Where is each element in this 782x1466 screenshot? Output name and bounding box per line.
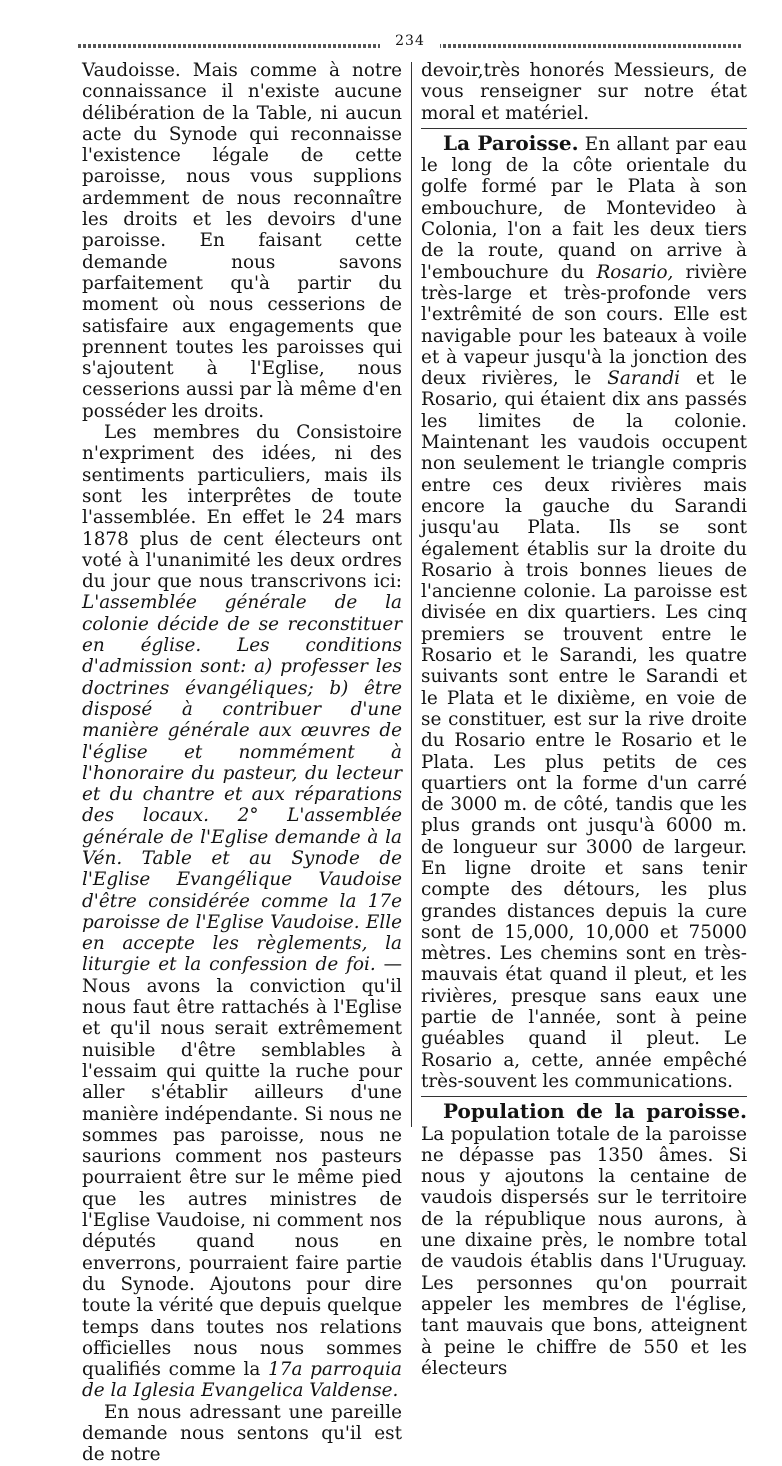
river-rosario: Rosario, — [596, 261, 674, 283]
right-paragraph-3 — [421, 1101, 747, 1379]
left-paragraph-1: Vaudoisse. Mais comme à notre connaissance il n'existe aucune délibération de la Table, ni aucun acte du Synode qui reconnaisse l'existence légale de cette paroisse, nous vous supplions ardemment de nous reconnaître les droits et les devoirs d'une paroisse. En faisant cette demande nous savons parfaitement qu'à partir du moment où nous cesserions de satisfaire aux engagements que prennent toutes les paroisses qui s'ajoutent à l'Eglise, nous cesserions aussi par là même d'en posséder les droits. — [82, 60, 402, 422]
section-divider-2 — [421, 1096, 747, 1097]
spanish-title: 17a parroquia de la Iglesia Evangelica Valdense. — [82, 1359, 402, 1402]
section-heading-paroisse: La Paroisse. — [443, 130, 579, 155]
right-paragraph-3-text: La population totale de la paroisse ne dépasse pas 1350 âmes. Si nous y ajoutons la centaine de vaudois dispersés sur le territoire de la république nous aurons, à une dixaine près, le nombre total de vaudois établis dans l'Uruguay. Les personnes qu'on pourrait appeler les membres de l'église, tant mauvais que bons, atteignent à peine le chiffre de 550 et les électeurs — [421, 1123, 747, 1379]
column-divider — [411, 62, 412, 1127]
left-column — [82, 60, 402, 1466]
river-sarandi: Sarandi — [607, 368, 681, 390]
right-paragraph-2-text: En allant par eau le long de la côte orientale du golfe formé par le Plata à son embouchure, de Montevideo à Colonia, l'on a fait les deux tiers de la route, quand on arrive à l'embouchure du — [421, 133, 747, 283]
left-paragraph-2-continuation: — Nous avons la conviction qu'il nous faut être rattachés à l'Eglise et qu'il nous serait extrêmement nuisible d'être semblables à l'essaim qui quitte la ruche pour aller s'établir ailleurs d'une manière indépendante. Si nous ne sommes pas paroisse, nous ne saurions comment nos pasteurs pourraient être sur le même pied que les autres ministres de l'Eglise Vaudoise, ni comment nos députés quand nous en enverrons, pourraient faire partie du Synode. Ajoutons pour dire toute la vérité que depuis quelque temps dans toutes nos relations officielles nous nous sommes qualifiés comme la — [82, 954, 402, 1381]
resolution-quote: L'assemblée générale de la colonie décide de se reconstituer en église. Les conditions d'admission sont: a) professer les doctrines évangéliques; b) être disposé à contribuer d'une manière générale aux œuvres de l'église et nommément à l'honoraire du pasteur, du lecteur et du chantre et aux réparations des locaux. 2° L'assemblée générale de l'Eglise demande à la Vén. Table et au Synode de l'Eglise Evangélique Vaudoise d'être considérée comme la 17e paroisse de l'Eglise Vaudoise. Elle en accepte les règlements, la liturgie et la confession de foi. — [82, 592, 402, 976]
page-number: 234 — [380, 32, 440, 50]
left-paragraph-2-text: Les membres du Consistoire n'expriment des idées, ni des sentiments particuliers, mais ils sont les interprêtes de toute l'assemblée. En effet le 24 mars 1878 plus de cent électeurs ont voté à l'unanimité les deux ordres du jour que nous transcrivons ici: — [82, 422, 402, 593]
section-heading-population: Population de la paroisse. — [443, 1099, 747, 1124]
right-paragraph-2-text-b: rivière très-large et très-profonde vers l'extrêmité de son cours. Elle est navigable pour les bateaux à voile et à vapeur jusqu'à la jonction des deux rivières, le — [421, 261, 747, 390]
right-paragraph-2 — [421, 130, 747, 1092]
left-paragraph-3: En nous adressant une pareille demande nous sentons qu'il est de notre — [82, 1401, 402, 1466]
right-column — [421, 60, 747, 1379]
left-paragraph-2 — [82, 422, 402, 1402]
right-paragraph-1: devoir,très honorés Messieurs, de vous renseigner sur notre état moral et matériel. — [421, 60, 747, 124]
right-paragraph-2-text-c: et le Rosario, qui étaient dix ans passés les limites de la colonie. Maintenant les vaudois occupent non seulement le triangle compris entre ces deux rivières mais encore la gauche du Sarandi jusqu'au Plata. Ils se sont également établis sur la droite du Rosario à trois bonnes lieues de l'ancienne colonie. La paroisse est divisée en dix quartiers. Les cinq premiers se trouvent entre le Rosario et le Sarandi, les quatre suivants sont entre le Sarandi et le Plata et le dixième, en voie de se constituer, est sur la rive droite du Rosario entre le Rosario et le Plata. Les plus petits de ces quartiers ont la forme d'un carré de 3000 m. de côté, tandis que les plus grands ont jusqu'à 6000 m. de longueur sur 3000 de largeur. En ligne droite et sans tenir compte des détours, les plus grandes distances depuis la cure sont de 15,000, 10,000 et 75000 mètres. Les chemins sont en très-mauvais état quand il pleut, et les rivières, presque sans eaux une partie de l'année, sont à peine guéables quand il pleut. Le Rosario a, cette, année empêché très-souvent les communications. — [421, 368, 747, 1092]
section-divider-1 — [421, 128, 747, 129]
